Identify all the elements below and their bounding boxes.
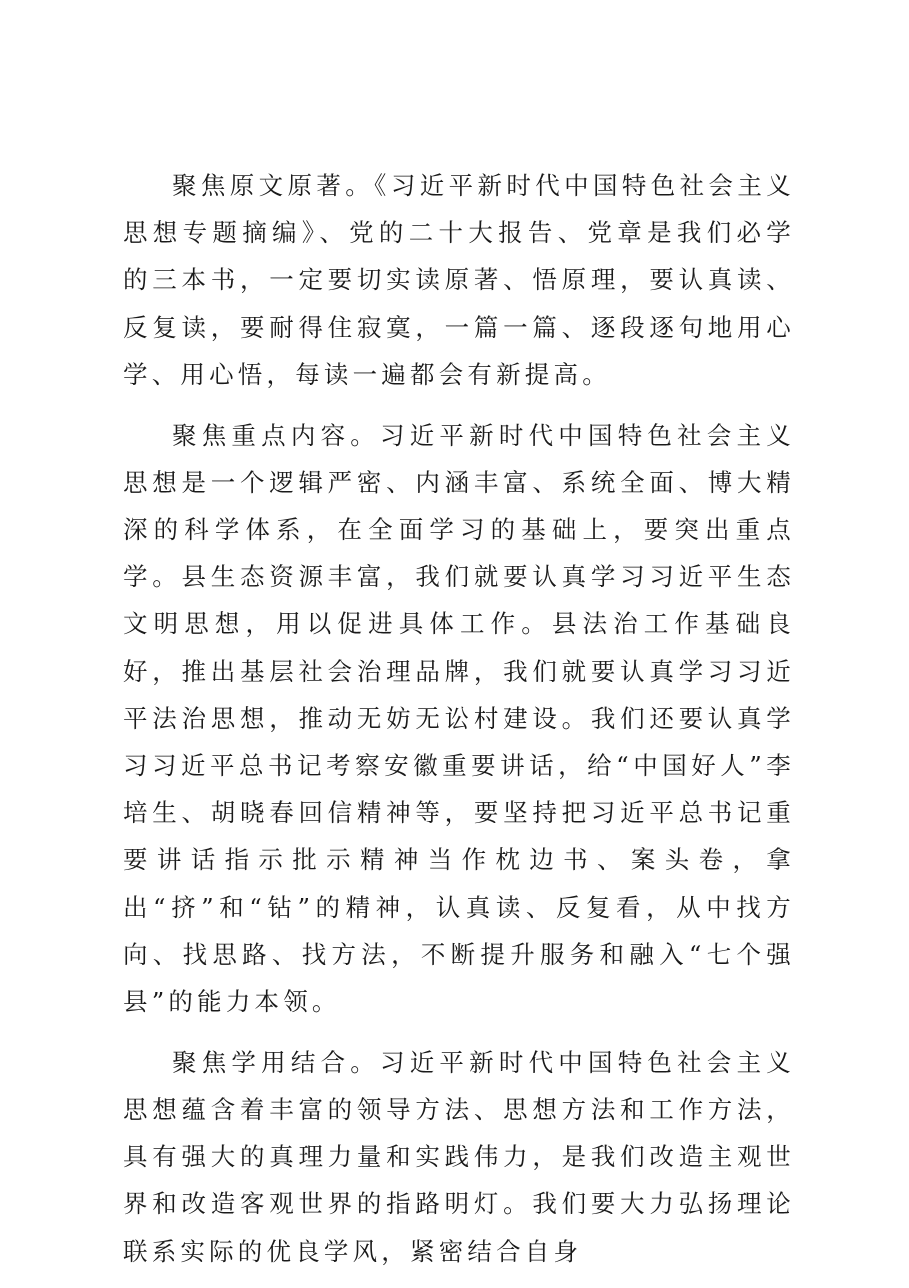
paragraph-study-application: 聚焦学用结合。习近平新时代中国特色社会主义思想蕴含着丰富的领导方法、思想方法和工作方法，具有强大的真理力量和实践伟力，是我们改造主观世界和改造客观世界的指路明灯。我们要大力弘扬理论联系实际的优良学风，紧密结合自身 (123, 1047, 795, 1266)
document-body (123, 162, 795, 1288)
paragraph-key-content: 聚焦重点内容。习近平新时代中国特色社会主义思想是一个逻辑严密、内涵丰富、系统全面、博大精深的科学体系，在全面学习的基础上，要突出重点学。县生态资源丰富，我们就要认真学习习近平生态文明思想，用以促进具体工作。县法治工作基础良好，推出基层社会治理品牌，我们就要认真学习习近平法治思想，推动无妨无讼村建设。我们还要认真学习习近平总书记考察安徽重要讲话，给“中国好人”李培生、胡晓春回信精神等，要坚持把习近平总书记重要讲话指示批示精神当作枕边书、案头卷，拿出“挤”和“钻”的精神，认真读、反复看，从中找方向、找思路、找方法，不断提升服务和融入“七个强县”的能力本领。 (123, 420, 795, 1017)
paragraph-original-texts: 聚焦原文原著。《习近平新时代中国特色社会主义思想专题摘编》、党的二十大报告、党章是我们必学的三本书，一定要切实读原著、悟原理，要认真读、反复读，要耐得住寂寞，一篇一篇、逐段逐句地用心学、用心悟，每读一遍都会有新提高。 (123, 171, 795, 389)
